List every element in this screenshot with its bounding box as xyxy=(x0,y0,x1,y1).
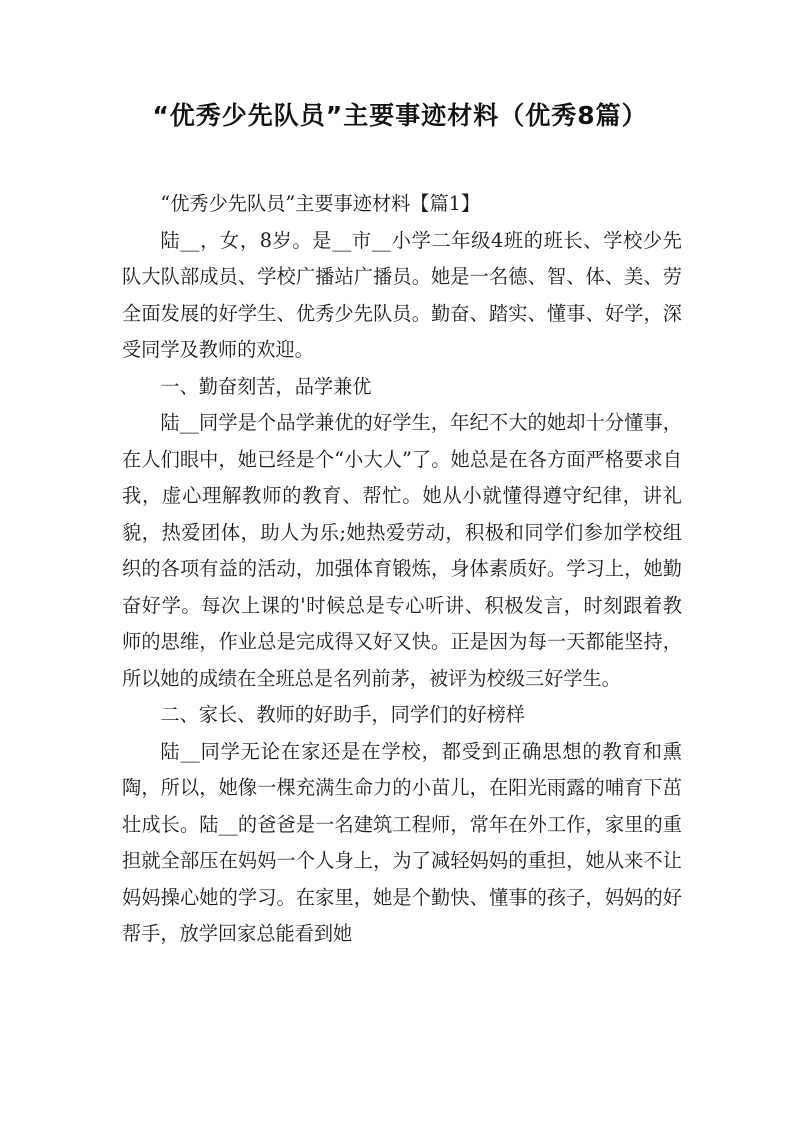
document-body xyxy=(122,186,682,953)
paragraph-diligent: 陆__同学是个品学兼优的好学生，年纪不大的她却十分懂事，在人们眼中，她已经是个“小大人”了。她总是在各方面严格要求自我，虚心理解教师的教育、帮忙。她从小就懂得遵守纪律，讲礼貌，热爱团体，助人为乐;她热爱劳动，积极和同学们参加学校组织的各项有益的活动，加强体育锻炼，身体素质好。学习上，她勤奋好学。每次上课的'时候总是专心听讲、积极发言，时刻跟着教师的思维，作业总是完成得又好又快。正是因为每一天都能坚持，所以她的成绩在全班总是名列前茅，被评为校级三好学生。 xyxy=(122,411,682,690)
subheading-helper: 二、家长、教师的好助手，同学们的好榜样 xyxy=(160,703,525,726)
paragraph-helper: 陆__同学无论在家还是在学校，都受到正确思想的教育和熏陶，所以，她像一棵充满生命力的小苗儿，在阳光雨露的哺育下茁壮成长。陆__的爸爸是一名建筑工程师，常年在外工作，家里的重担就全部压在妈妈一个人身上，为了减轻妈妈的重担，她从来不让妈妈操心她的学习。在家里，她是个勤快、懂事的孩子，妈妈的好帮手，放学回家总能看到她 xyxy=(122,739,682,945)
paragraph-intro: 陆__，女，8岁。是__市__小学二年级4班的班长、学校少先队大队部成员、学校广播站广播员。她是一名德、智、体、美、劳全面发展的好学生、优秀少先队员。勤奋、踏实、懂事、好学，深受同学及教师的欢迎。 xyxy=(122,228,682,361)
document-title: “优秀少先队员”主要事迹材料（优秀8篇） xyxy=(152,101,648,130)
subheading-diligent: 一、勤奋刻苦，品学兼优 xyxy=(160,374,372,398)
section-heading-piece-1: “优秀少先队员”主要事迹材料【篇1】 xyxy=(160,192,481,215)
